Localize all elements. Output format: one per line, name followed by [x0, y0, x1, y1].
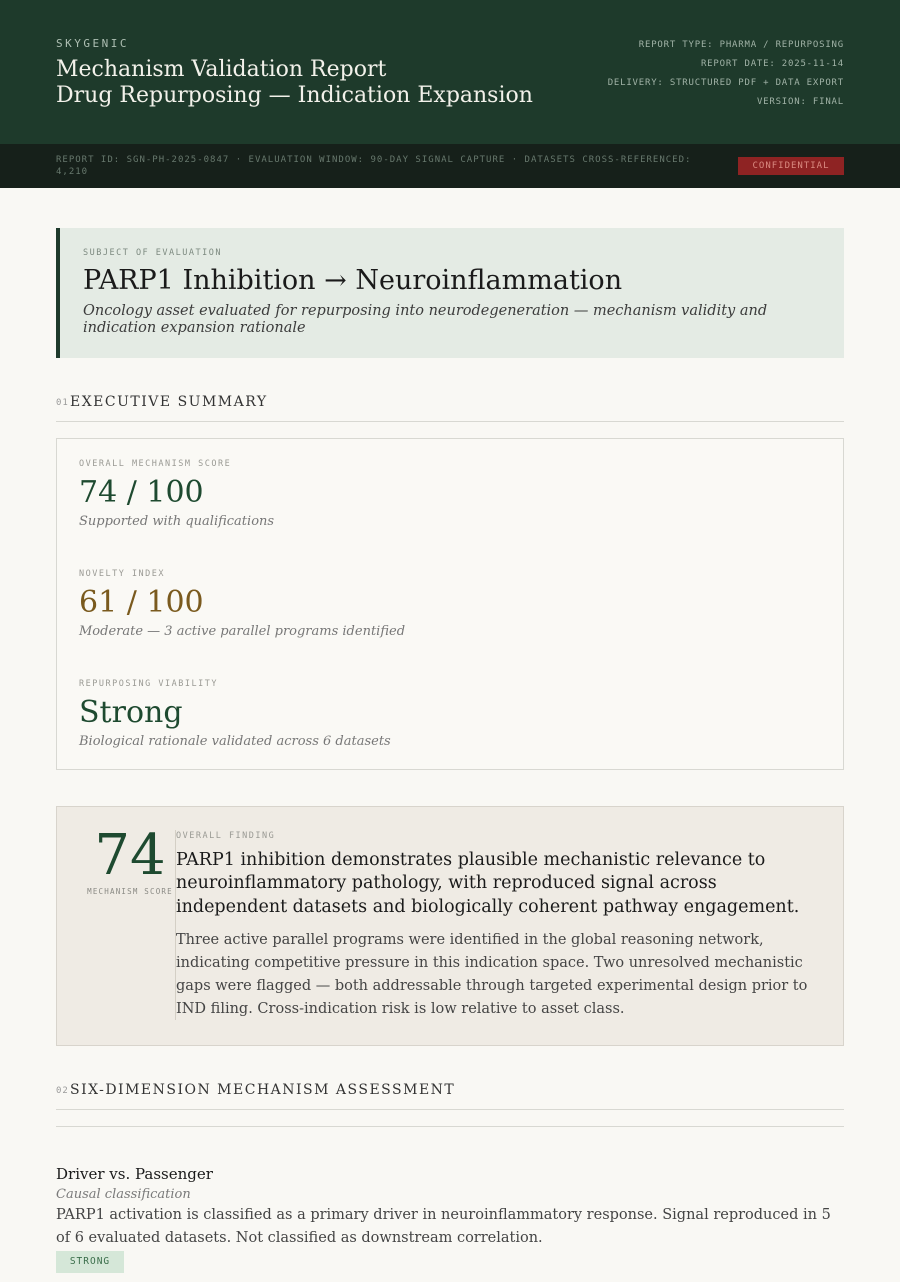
section-title-mechanism-assessment: SIX-DIMENSION MECHANISM ASSESSMENT	[70, 1082, 456, 1098]
subject-title: PARP1 Inhibition → Neuroinflammation	[83, 265, 623, 296]
section-divider	[56, 421, 844, 422]
metric-label-novelty-index: NOVELTY INDEX	[79, 569, 166, 579]
brand-name: SKYGENIC	[56, 37, 129, 50]
report-info-text: REPORT ID: SGN-PH-2025-0847 · EVALUATION WINDOW: 90-DAY SIGNAL CAPTURE · DATASETS CROSS-REFERENCED: 4,210	[56, 155, 692, 177]
metric-label-mechanism-score: OVERALL MECHANISM SCORE	[79, 459, 232, 469]
subject-label: SUBJECT OF EVALUATION	[83, 248, 222, 258]
metric-value-novelty-index: 61 / 100	[79, 585, 204, 620]
rating-badge: STRONG	[56, 1251, 124, 1273]
metric-note-repurposing-viability: Biological rationale validated across 6 datasets	[79, 734, 391, 749]
dimension-subtitle: Causal classification	[56, 1187, 191, 1202]
section-divider	[56, 1109, 844, 1110]
metric-note-novelty-index: Moderate — 3 active parallel programs identified	[79, 624, 406, 639]
report-subtitle: Drug Repurposing — Indication Expansion	[56, 83, 533, 108]
finding-label: OVERALL FINDING	[176, 831, 276, 841]
meta-delivery: DELIVERY: STRUCTURED PDF + DATA EXPORT	[607, 78, 844, 88]
subject-subtitle: Oncology asset evaluated for repurposing into neurodegeneration — mechanism validity and indication expansion rationale	[83, 303, 768, 336]
mechanism-score-large: 74	[94, 823, 166, 888]
meta-version: VERSION: FINAL	[756, 97, 844, 107]
dimension-title: Driver vs. Passenger	[56, 1165, 213, 1183]
metric-value-repurposing-viability: Strong	[79, 695, 183, 730]
section-title-executive-summary: EXECUTIVE SUMMARY	[70, 394, 268, 410]
mechanism-score-label: MECHANISM SCORE	[87, 887, 173, 896]
meta-report-date: REPORT DATE: 2025-11-14	[700, 59, 844, 69]
confidential-badge: CONFIDENTIAL	[738, 157, 844, 175]
dimension-divider	[56, 1126, 844, 1127]
section-number: 01	[56, 398, 69, 408]
finding-headline: PARP1 inhibition demonstrates plausible mechanistic relevance to neuroinflammatory pathology, with reproduced signal across independent datasets and biologically coherent pathway engagement.	[176, 850, 800, 917]
meta-report-type: REPORT TYPE: PHARMA / REPURPOSING	[638, 40, 844, 50]
metric-note-mechanism-score: Supported with qualifications	[79, 514, 275, 529]
dimension-body: PARP1 activation is classified as a primary driver in neuroinflammatory response. Signal reproduced in 5 of 6 evaluated datasets. Not classified as downstream correlation.	[56, 1207, 831, 1246]
metric-label-repurposing-viability: REPURPOSING VIABILITY	[79, 679, 218, 689]
finding-body: Three active parallel programs were identified in the global reasoning network, indicating competitive pressure in this indication space. Two unresolved mechanistic gaps were flagged — both addressable through targeted experimental design prior to IND filing. Cross-indication risk is low relative to asset class.	[176, 932, 808, 1017]
report-title: Mechanism Validation Report	[56, 57, 387, 82]
section-number: 02	[56, 1086, 69, 1096]
metric-value-mechanism-score: 74 / 100	[79, 475, 204, 510]
